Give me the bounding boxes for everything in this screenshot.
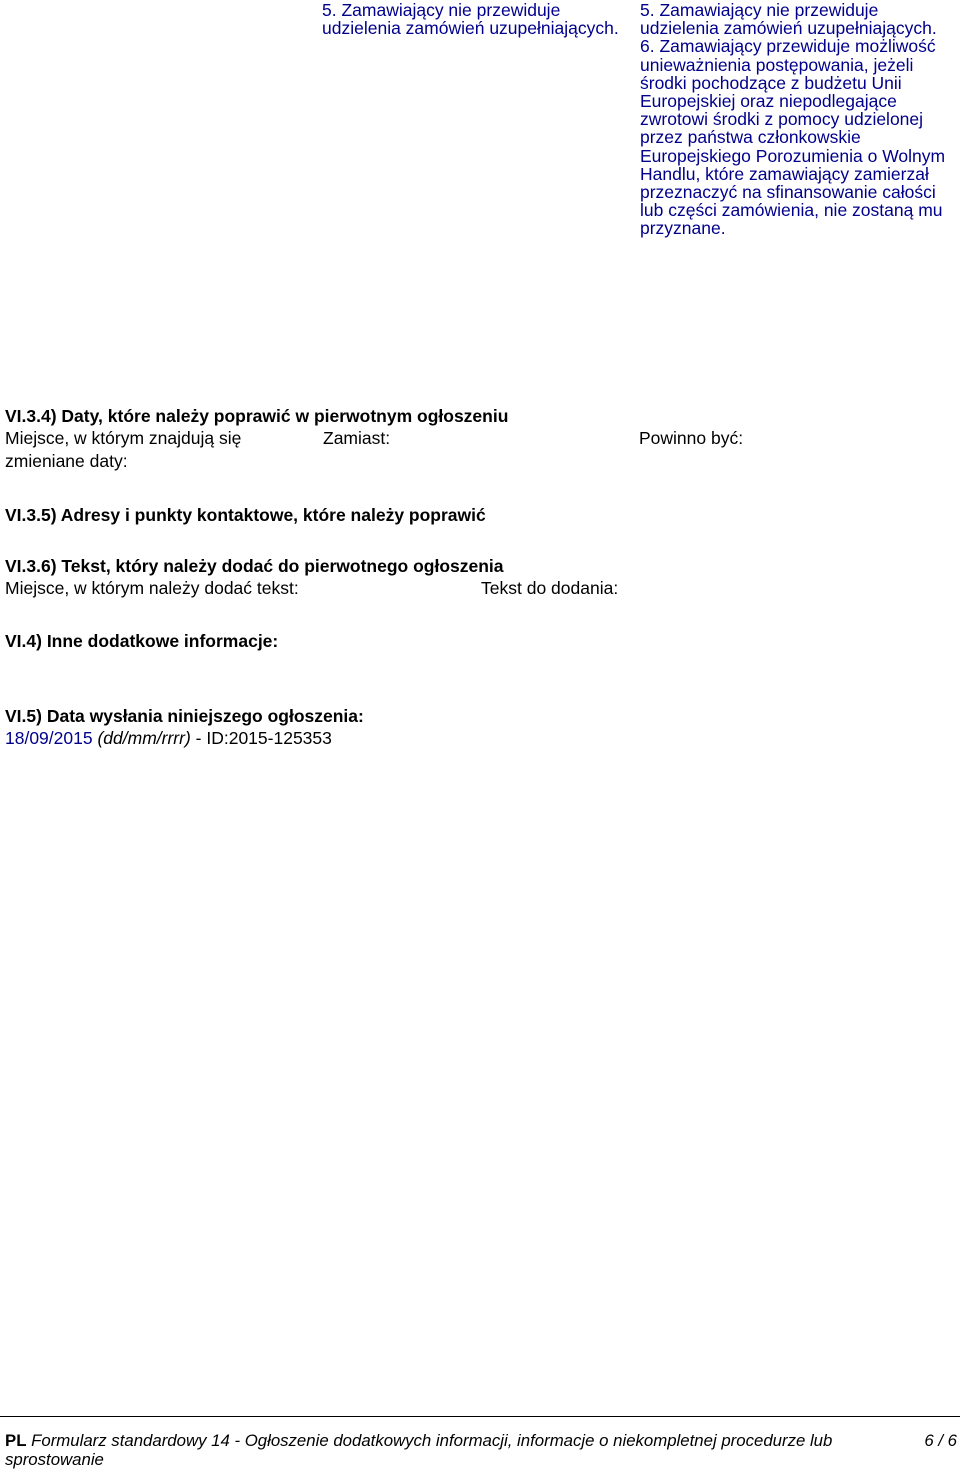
section-vi-3-6 (5, 555, 955, 601)
date-format: (dd/mm/rrrr) (97, 728, 191, 748)
column-label-place: Miejsce, w którym należy dodać tekst: (5, 578, 299, 598)
page-number: 6 / 6 (924, 1431, 957, 1450)
footer-divider (0, 1416, 960, 1417)
column-label-place: Miejsce, w którym znajdują się (5, 428, 242, 448)
right-item-6: 6. Zamawiający przewiduje możliwość unieważnienia postępowania, jeżeli środki pochodzące z budżetu Unii Europejskiej oraz niepodlegające zwrotowi środki z pomocy udzielonej przez państwa członkowskie Europejskiego Porozumienia o Wolnym Handlu, które zamawiający zamierzał przeznaczyć na sfinansowanie całości lub części zamówienia, nie zostaną mu przyznane. (640, 36, 946, 239)
notice-id: ID:2015-125353 (206, 728, 332, 748)
section-vi-4 (5, 630, 278, 652)
footer-title: Formularz standardowy 14 - Ogłoszenie dodatkowych informacji, informacje o niekompletnej procedurze lub sprostowanie (5, 1431, 833, 1469)
middle-item-5: 5. Zamawiający nie przewiduje udzielenia zamówień uzupełniających. (322, 0, 619, 39)
send-date-line (5, 728, 332, 748)
column-label-should-be: Powinno być: (639, 428, 744, 448)
right-top-column-middle (322, 1, 622, 37)
section-heading: VI.3.4) Daty, które należy poprawić w pierwotnym ogłoszeniu (5, 406, 509, 426)
footer-title-block (5, 1431, 885, 1469)
send-date: 18/09/2015 (5, 728, 93, 748)
section-heading: VI.4) Inne dodatkowe informacje: (5, 631, 279, 651)
section-vi-3-5 (5, 504, 486, 526)
section-heading: VI.3.6) Tekst, który należy dodać do pierwotnego ogłoszenia (5, 556, 504, 576)
column-label-instead: Zamiast: (323, 428, 391, 448)
right-item-5: 5. Zamawiający nie przewiduje udzielenia zamówień uzupełniających. (640, 0, 937, 39)
footer-language: PL (5, 1431, 27, 1450)
column-label-text-to-add: Tekst do dodania: (481, 578, 619, 598)
section-vi-5 (5, 705, 364, 749)
right-top-column-right (640, 1, 958, 238)
section-heading: VI.5) Data wysłania niniejszego ogłoszenia: (5, 706, 364, 726)
column-label-place-cont: zmieniane daty: (5, 451, 128, 471)
section-vi-3-4 (5, 405, 955, 475)
separator: - (195, 728, 202, 748)
section-heading: VI.3.5) Adresy i punkty kontaktowe, które należy poprawić (5, 505, 486, 525)
